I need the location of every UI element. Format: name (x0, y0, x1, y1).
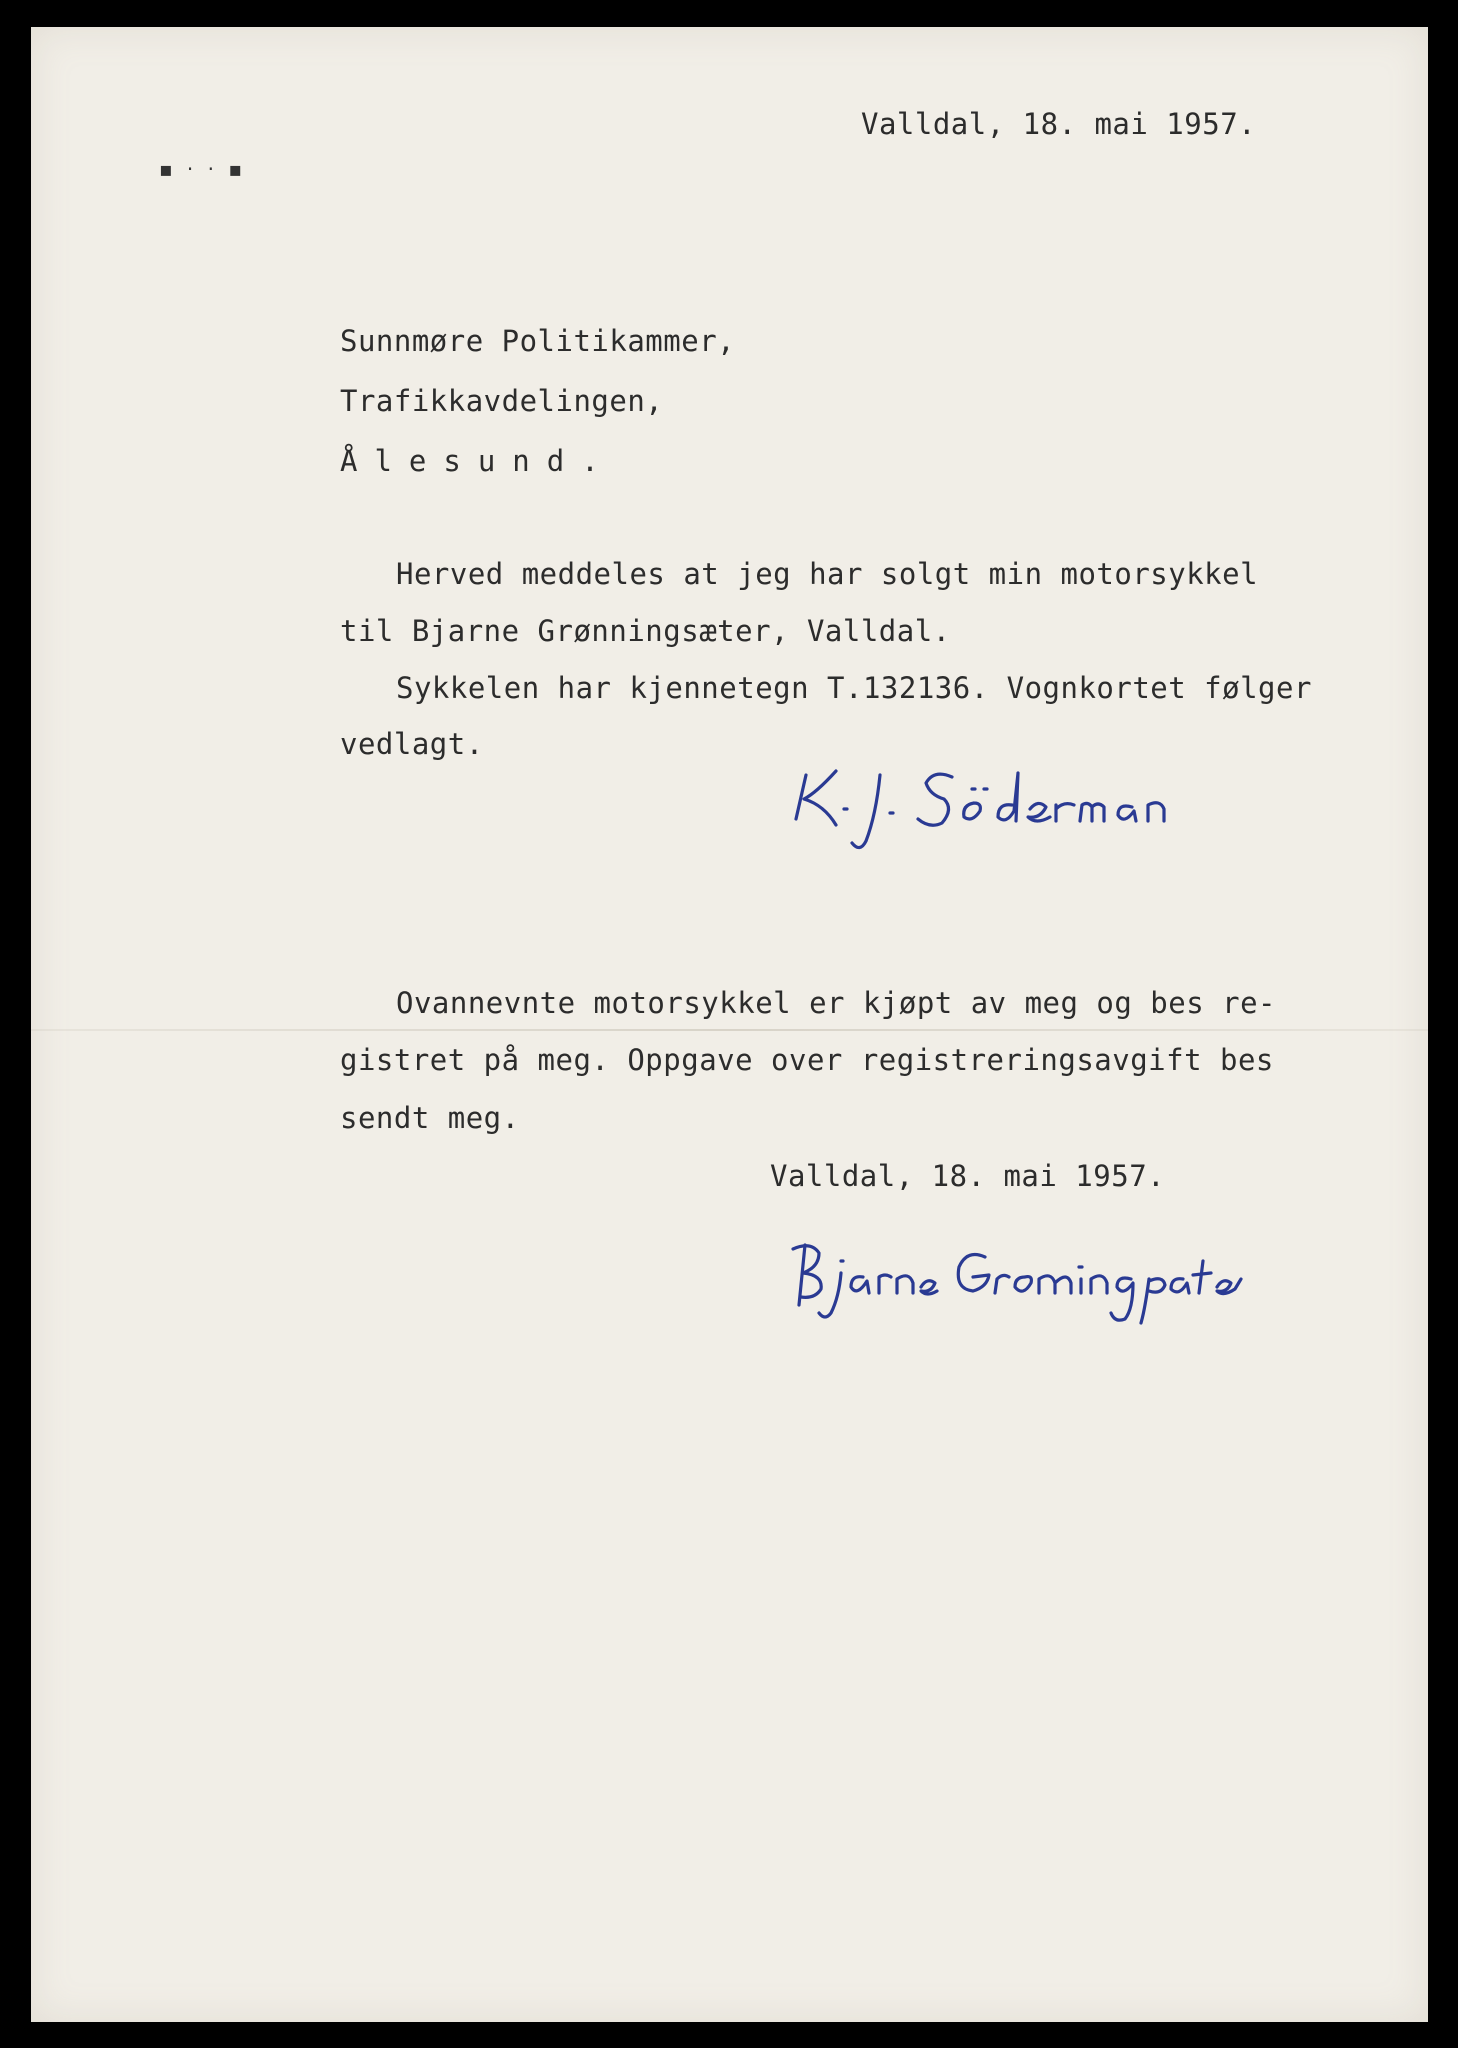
buyer-line-1: Ovannevnte motorsykkel er kjøpt av meg og bes re- (396, 986, 1277, 1020)
letter-page (31, 27, 1428, 2022)
buyer-line-3: sendt meg. (340, 1101, 520, 1135)
body-line-2: til Bjarne Grønningsæter, Valldal. (340, 614, 951, 648)
body-line-3: Sykkelen har kjennetegn T.132136. Vognkortet følger (396, 671, 1312, 705)
signature-gronningsaeter (775, 1227, 1255, 1327)
date-bottom: Valldal, 18. mai 1957. (770, 1159, 1166, 1193)
body-line-1: Herved meddeles at jeg har solgt min motorsykkel (396, 557, 1259, 591)
recipient-line-2: Trafikkavdelingen, (340, 384, 664, 418)
body-line-4: vedlagt. (340, 727, 484, 761)
signature-soderman (784, 747, 1224, 857)
date-top: Valldal, 18. mai 1957. (861, 107, 1257, 141)
buyer-line-2: gistret på meg. Oppgave over registreringsavgift bes (340, 1043, 1274, 1077)
corner-marks: ▪ · · ▪ (159, 157, 246, 181)
recipient-line-3: Ålesund. (340, 444, 616, 478)
fold-line (31, 1029, 1428, 1031)
recipient-line-1: Sunnmøre Politikammer, (340, 324, 736, 358)
